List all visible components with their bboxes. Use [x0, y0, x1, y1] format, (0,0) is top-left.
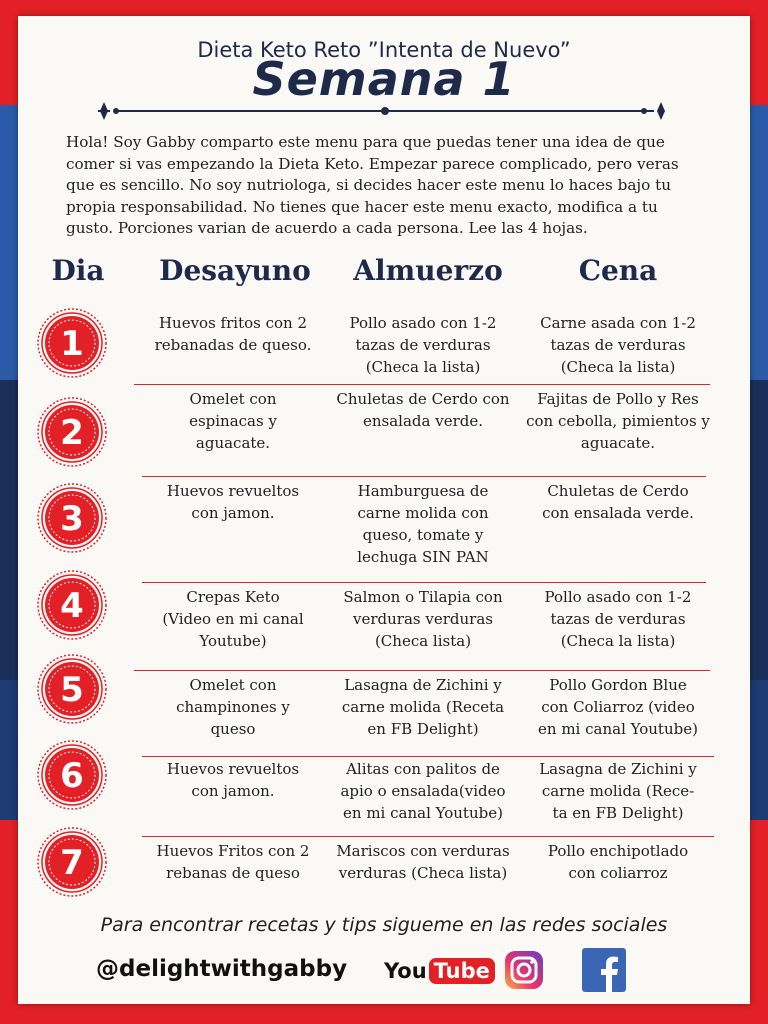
day-number-badge — [36, 569, 108, 641]
meal-line: tazas de verduras — [550, 336, 686, 354]
youtube-logo[interactable] — [384, 954, 495, 988]
meal-line: (Video en mi canal — [162, 610, 304, 628]
day-number-badge — [36, 396, 108, 468]
meal-cena — [518, 674, 718, 740]
meal-line: carne molida con — [357, 504, 489, 522]
meal-line: tazas de verduras — [355, 336, 491, 354]
day-number: 6 — [60, 756, 84, 796]
meal-line: Salmon o Tilapia con — [343, 588, 503, 606]
meal-line: Hamburguesa de — [357, 482, 489, 500]
day-number-badge — [36, 739, 108, 811]
day-number: 1 — [60, 324, 84, 364]
meal-almuerzo — [323, 586, 523, 652]
meal-line: queso, tomate y — [362, 526, 484, 544]
meal-line: en mi canal Youtube) — [538, 720, 698, 738]
footer-tagline: Para encontrar recetas y tips sigueme en las redes sociales — [100, 914, 668, 936]
meal-line: champinones y — [176, 698, 290, 716]
meal-desayuno — [138, 758, 328, 802]
divider-ornament — [96, 100, 674, 122]
meal-line: Huevos revueltos — [166, 482, 300, 500]
meal-line: con Coliarroz (video — [541, 698, 695, 716]
day-number-badge — [36, 482, 108, 554]
day-number: 3 — [60, 499, 84, 539]
meal-line: verduras (Checa lista) — [338, 864, 508, 882]
meal-line: Mariscos con verduras — [336, 842, 510, 860]
meal-line: apio o ensalada(video — [340, 782, 506, 800]
meal-line: Omelet con — [189, 676, 277, 694]
meal-line: con jamon. — [191, 504, 275, 522]
meal-line: con cebolla, pimientos y — [526, 412, 710, 430]
facebook-icon[interactable] — [582, 948, 626, 992]
youtube-logo-tube: Tube — [429, 958, 495, 984]
meal-line: Omelet con — [189, 390, 277, 408]
meal-cena — [518, 586, 718, 652]
meal-line: (Checa la lista) — [560, 632, 676, 650]
page-subtitle: Dieta Keto Reto ”Intenta de Nuevo” — [197, 38, 571, 62]
day-number-badge — [36, 826, 108, 898]
meal-desayuno — [138, 388, 328, 454]
meal-almuerzo — [323, 312, 523, 378]
meal-line: (Checa lista) — [374, 632, 472, 650]
meal-line: Huevos Fritos con 2 — [156, 842, 310, 860]
meal-almuerzo — [323, 758, 523, 824]
social-handle[interactable]: @delightwithgabby — [96, 956, 348, 982]
meal-line: Pollo enchipotlado — [547, 842, 689, 860]
meal-line: Youtube) — [199, 632, 267, 650]
meal-almuerzo — [323, 674, 523, 740]
meal-line: Pollo Gordon Blue — [549, 676, 687, 694]
meal-line: con ensalada verde. — [542, 504, 694, 522]
row-separator — [134, 384, 710, 385]
meal-line: Crepas Keto — [186, 588, 280, 606]
row-separator — [134, 670, 710, 671]
meal-line: Lasagna de Zichini y — [539, 760, 697, 778]
meal-line: Carne asada con 1-2 — [540, 314, 696, 332]
meal-line: ensalada verde. — [363, 412, 483, 430]
day-number-badge — [36, 653, 108, 725]
row-separator — [142, 582, 706, 583]
meal-almuerzo — [323, 840, 523, 884]
day-number: 2 — [60, 413, 84, 453]
row-separator — [142, 836, 714, 837]
meal-line: en FB Delight) — [367, 720, 479, 738]
meal-line: Huevos fritos con 2 — [158, 314, 308, 332]
column-header-cena: Cena — [578, 254, 658, 287]
meal-line: queso — [210, 720, 256, 738]
meal-line: rebanas de queso — [166, 864, 300, 882]
column-header-almuerzo: Almuerzo — [353, 254, 503, 287]
meal-line: Fajitas de Pollo y Res — [537, 390, 699, 408]
meal-desayuno — [138, 586, 328, 652]
column-header-dia: Dia — [51, 254, 105, 287]
menu-card — [18, 16, 750, 1004]
meal-line: carne molida (Receta — [341, 698, 505, 716]
meal-cena — [518, 312, 718, 378]
meal-line: Pollo asado con 1-2 — [544, 588, 692, 606]
row-separator — [142, 476, 706, 477]
meal-cena — [518, 480, 718, 524]
meal-line: aguacate. — [195, 434, 271, 452]
meal-line: en mi canal Youtube) — [343, 804, 503, 822]
meal-desayuno — [138, 674, 328, 740]
meal-line: ta en FB Delight) — [552, 804, 684, 822]
column-header-desayuno: Desayuno — [159, 254, 311, 287]
meal-line: tazas de verduras — [550, 610, 686, 628]
meal-line: Pollo asado con 1-2 — [349, 314, 497, 332]
meal-line: Alitas con palitos de — [346, 760, 500, 778]
meal-line: Chuletas de Cerdo — [547, 482, 689, 500]
meal-line: rebanadas de queso. — [154, 336, 312, 354]
meal-line: (Checa la lista) — [560, 358, 676, 376]
youtube-logo-you: You — [384, 959, 427, 983]
meal-line: con coliarroz — [568, 864, 668, 882]
meal-line: Lasagna de Zichini y — [344, 676, 502, 694]
intro-paragraph: Hola! Soy Gabby comparto este menu para que puedas tener una idea de que comer si vas empezando la Dieta Keto. Empezar parece complicado, pero veras que es sencillo. No soy nutriologa, si decides hacer este menu lo haces bajo tu propia responsabilidad. No tienes que hacer este menu exacto, modifica a tu gusto. Porciones varian de acuerdo a cada persona. Lee las 4 hojas. — [66, 133, 679, 238]
meal-line: con jamon. — [191, 782, 275, 800]
meal-cena — [518, 758, 718, 824]
meal-line: carne molida (Rece- — [541, 782, 695, 800]
day-number-badge — [36, 307, 108, 379]
meal-cena — [518, 840, 718, 884]
day-number: 7 — [60, 843, 84, 883]
page-title: Semana 1 — [252, 52, 516, 106]
meal-line: aguacate. — [580, 434, 656, 452]
meal-almuerzo — [323, 388, 523, 432]
row-separator — [142, 756, 714, 757]
meal-almuerzo — [323, 480, 523, 568]
meal-line: Huevos revueltos — [166, 760, 300, 778]
day-number: 5 — [60, 670, 84, 710]
meal-line: (Checa la lista) — [365, 358, 481, 376]
meal-desayuno — [138, 840, 328, 884]
instagram-icon[interactable] — [504, 950, 544, 990]
meal-cena — [518, 388, 718, 454]
day-number: 4 — [60, 586, 84, 626]
meal-line: espinacas y — [189, 412, 277, 430]
meal-desayuno — [138, 312, 328, 356]
meal-line: verduras verduras — [353, 610, 493, 628]
meal-line: Chuletas de Cerdo con — [336, 390, 510, 408]
meal-desayuno — [138, 480, 328, 524]
meal-line: lechuga SIN PAN — [357, 548, 489, 566]
